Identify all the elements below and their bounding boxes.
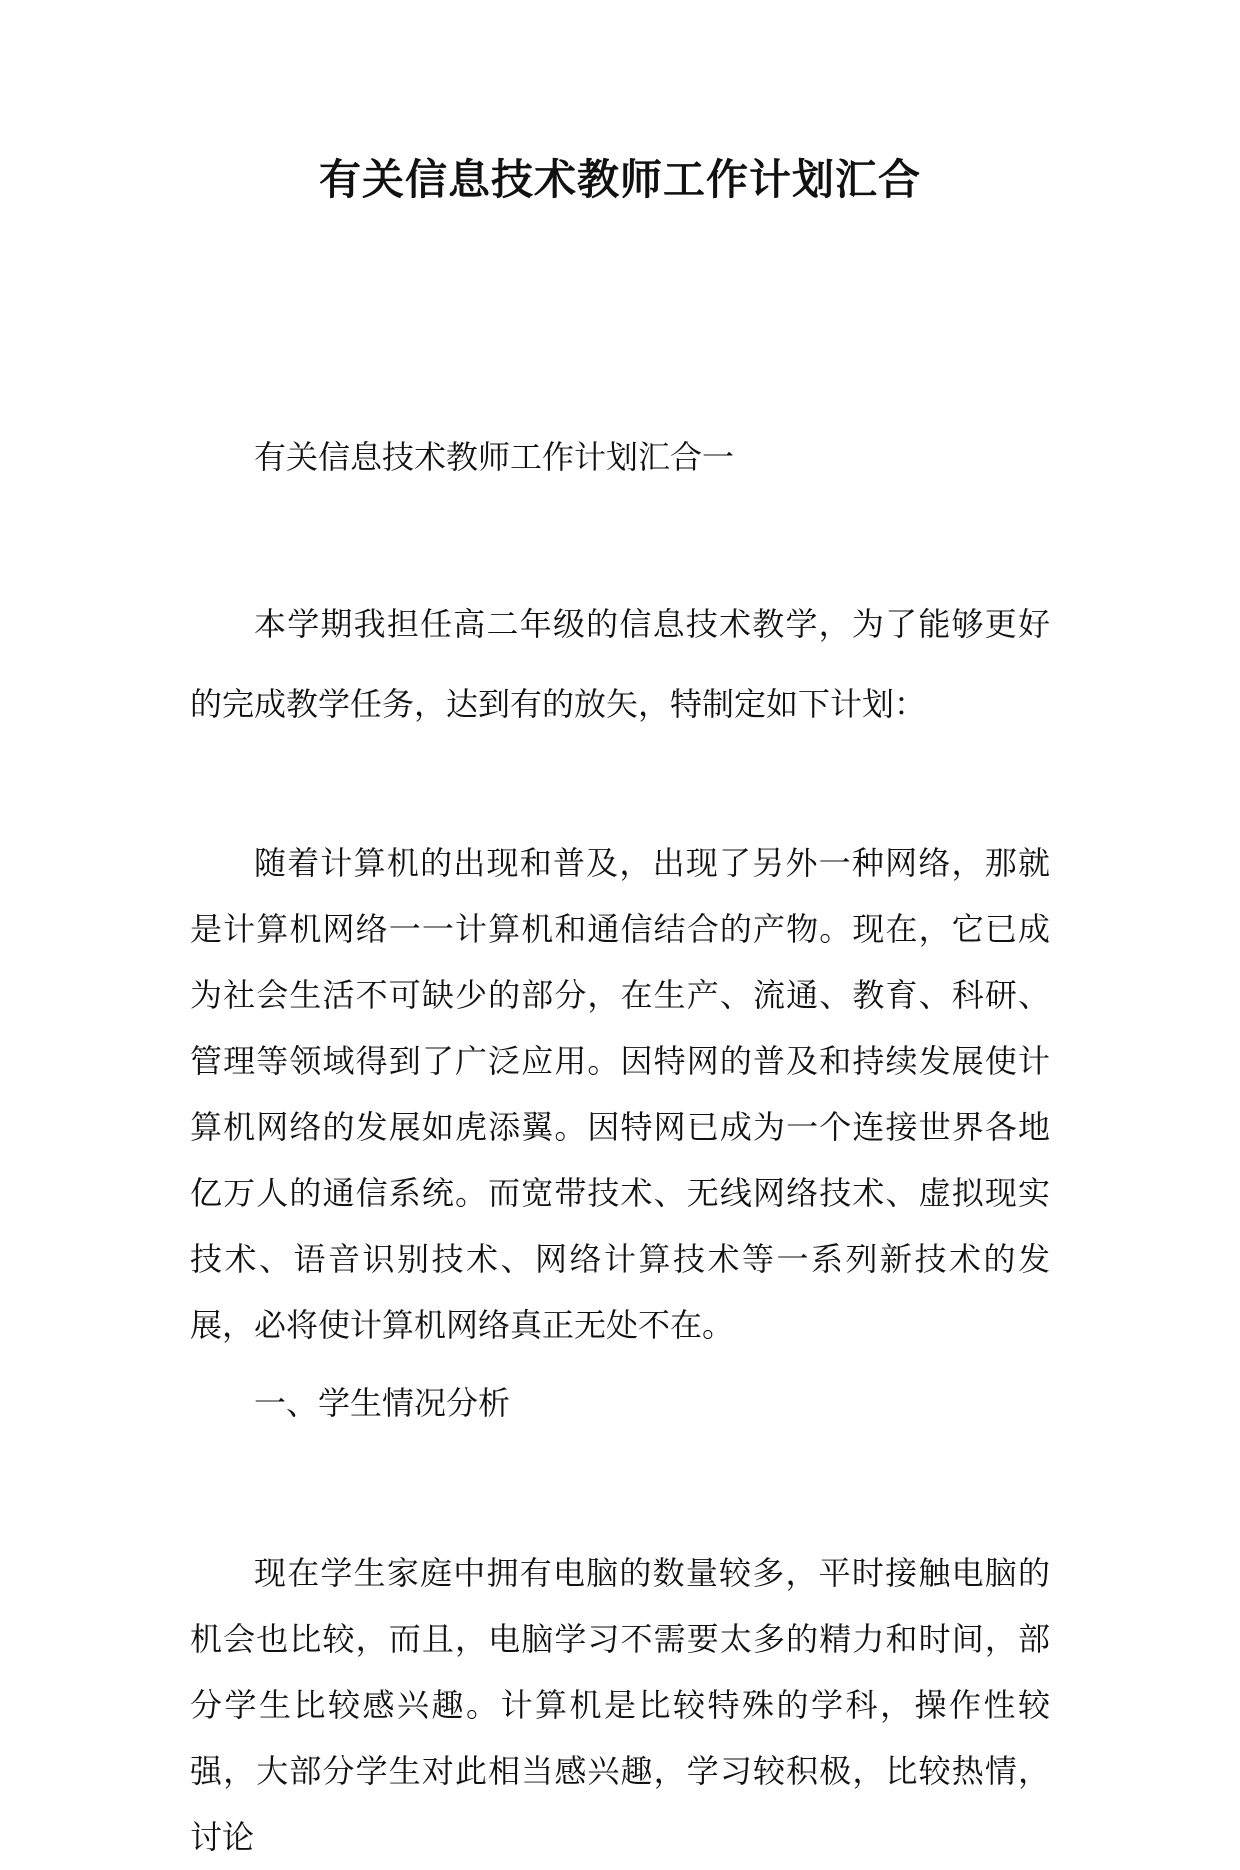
network-paragraph: 随着计算机的出现和普及，出现了另外一种网络，那就是计算机网络一一计算机和通信结合的产物。现在，它已成为社会生活不可缺少的部分，在生产、流通、教育、科研、管理等领域得到了广泛应用。因特网的普及和持续发展使计算机网络的发展如虎添翼。因特网已成为一个连接世界各地亿万人的通信系统。而宽带技术、无线网络技术、虚拟现实技术、语音识别技术、网络计算技术等一系列新技术的发展，必将使计算机网络真正无处不在。 — [190, 844, 1050, 1344]
document-title: 有关信息技术教师工作计划汇合 — [318, 155, 921, 204]
student-analysis-paragraph: 现在学生家庭中拥有电脑的数量较多，平时接触电脑的机会也比较，而且，电脑学习不需要太多的精力和时间，部分学生比较感兴趣。计算机是比较特殊的学科，操作性较强，大部分学生对此相当感兴趣，学习较积极，比较热情，讨论 — [190, 1554, 1050, 1856]
section-heading-plan-one: 有关信息技术教师工作计划汇合一 — [254, 438, 735, 476]
section-heading-student-analysis: 一、学生情况分析 — [254, 1384, 511, 1422]
intro-paragraph: 本学期我担任高二年级的信息技术教学，为了能够更好的完成教学任务，达到有的放矢，特制定如下计划： — [190, 605, 1050, 723]
